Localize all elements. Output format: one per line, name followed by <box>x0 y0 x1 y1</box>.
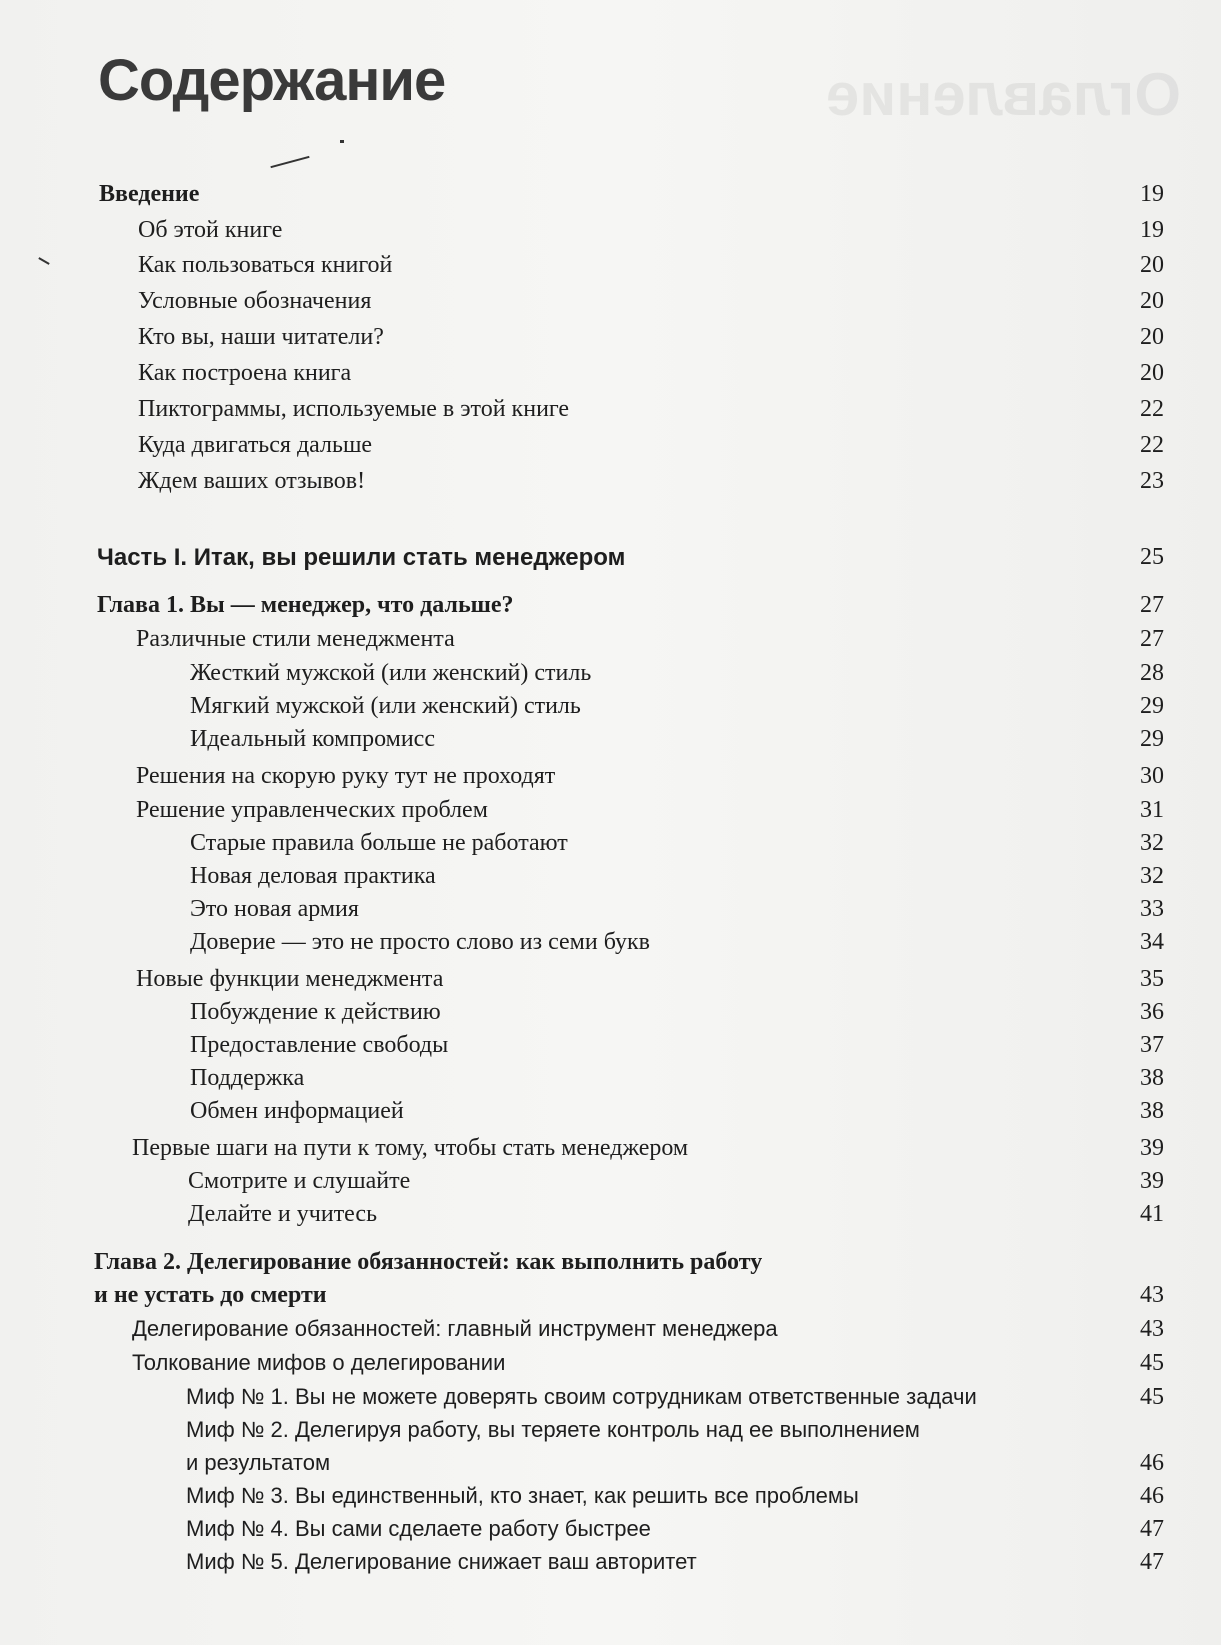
toc-page-number: 22 <box>1140 396 1164 422</box>
toc-page-number: 39 <box>1140 1168 1164 1194</box>
toc-entry-title: Различные стили менеджмента <box>136 626 455 652</box>
toc-page-number: 39 <box>1140 1135 1164 1161</box>
toc-page-number: 45 <box>1140 1350 1164 1376</box>
toc-page-number: 45 <box>1140 1384 1164 1410</box>
toc-entry-title: Ждем ваших отзывов! <box>138 468 366 494</box>
toc-entry-title: Как построена книга <box>138 360 352 386</box>
toc-part-title: Часть I. Итак, вы решили стать менеджером <box>97 544 626 571</box>
toc-entry-title: Первые шаги на пути к тому, чтобы стать менеджером <box>132 1135 689 1161</box>
toc-page-number: 31 <box>1140 797 1164 823</box>
toc-page-number: 25 <box>1140 544 1164 570</box>
toc-entry-title: Миф № 1. Вы не можете доверять своим сотрудникам ответственные задачи <box>186 1384 977 1409</box>
toc-page-number: 38 <box>1140 1065 1164 1091</box>
toc-page-number: 34 <box>1140 929 1164 955</box>
toc-page-number: 43 <box>1140 1282 1164 1308</box>
toc-entry-title: Делайте и учитесь <box>188 1201 378 1227</box>
toc-page-number: 43 <box>1140 1316 1164 1342</box>
toc-entry-title: Миф № 5. Делегирование снижает ваш авторитет <box>186 1549 697 1574</box>
toc-entry-title: Пиктограммы, используемые в этой книге <box>138 396 570 422</box>
toc-page-number: 46 <box>1140 1483 1164 1509</box>
toc-entry-title: Обмен информацией <box>190 1098 404 1124</box>
toc-page-number: 20 <box>1140 324 1164 350</box>
toc-page-number: 29 <box>1140 693 1164 719</box>
toc-page-number: 35 <box>1140 966 1164 992</box>
toc-entry-title: Поддержка <box>190 1065 305 1091</box>
toc-entry-title: Миф № 4. Вы сами сделаете работу быстрее <box>186 1516 651 1541</box>
toc-page-number: 19 <box>1140 217 1164 243</box>
toc-entry-title: Миф № 2. Делегируя работу, вы теряете контроль над ее выполнением <box>186 1417 920 1442</box>
toc-page-number: 37 <box>1140 1032 1164 1058</box>
toc-entry-title: Мягкий мужской (или женский) стиль <box>190 693 581 719</box>
toc-entry-title: Идеальный компромисс <box>190 726 435 752</box>
toc-page-number: 22 <box>1140 432 1164 458</box>
toc-page-number: 38 <box>1140 1098 1164 1124</box>
toc-entry-title: Кто вы, наши читатели? <box>138 324 384 350</box>
toc-page-number: 20 <box>1140 252 1164 278</box>
toc-entry-title: Толкование мифов о делегировании <box>132 1350 506 1375</box>
toc-page-number: 23 <box>1140 468 1164 494</box>
toc-page-number: 19 <box>1140 181 1164 207</box>
toc-page-number: 20 <box>1140 288 1164 314</box>
toc-entry-title: Смотрите и слушайте <box>188 1168 411 1194</box>
toc-entry-title: Миф № 3. Вы единственный, кто знает, как решить все проблемы <box>186 1483 859 1508</box>
toc-entry-title: и результатом <box>186 1450 331 1475</box>
toc-page-number: 29 <box>1140 726 1164 752</box>
toc-page-number: 46 <box>1140 1450 1164 1476</box>
toc-entry-title: Старые правила больше не работают <box>190 830 568 856</box>
toc-page-number: 32 <box>1140 830 1164 856</box>
page-title: Содержание <box>98 48 446 113</box>
toc-chapter-title: Глава 2. Делегирование обязанностей: как выполнить работу <box>94 1249 763 1275</box>
toc-page-number: 47 <box>1140 1516 1164 1542</box>
toc-entry-title: Предоставление свободы <box>190 1032 449 1058</box>
toc-page-number: 33 <box>1140 896 1164 922</box>
toc-entry-title: Делегирование обязанностей: главный инструмент менеджера <box>132 1316 778 1341</box>
toc-page-number: 41 <box>1140 1201 1164 1227</box>
toc-page-number: 28 <box>1140 660 1164 686</box>
toc-page-number: 30 <box>1140 763 1164 789</box>
toc-page-number: 27 <box>1140 626 1164 652</box>
toc-entry-title: Новая деловая практика <box>190 863 436 889</box>
toc-entry-title: Об этой книге <box>138 217 283 243</box>
toc-page-number: 36 <box>1140 999 1164 1025</box>
toc-entry-title: Куда двигаться дальше <box>138 432 373 458</box>
toc-chapter-title: и не устать до смерти <box>94 1282 327 1308</box>
toc-entry-title: Новые функции менеджмента <box>136 966 444 992</box>
toc-entry-title: Решения на скорую руку тут не проходят <box>136 763 556 789</box>
toc-entry-title: Как пользоваться книгой <box>138 252 393 278</box>
toc-page-number: 32 <box>1140 863 1164 889</box>
toc-page-number: 20 <box>1140 360 1164 386</box>
toc-entry-title: Условные обозначения <box>138 288 372 314</box>
toc-entry-title: Введение <box>99 181 200 207</box>
toc-entry-title: Жесткий мужской (или женский) стиль <box>190 660 592 686</box>
toc-entry-title: Побуждение к действию <box>190 999 441 1025</box>
show-through-ghost-text: Оглавление <box>826 61 1181 128</box>
toc-entry-title: Доверие — это не просто слово из семи букв <box>190 929 650 955</box>
toc-page-number: 47 <box>1140 1549 1164 1575</box>
toc-page-number: 27 <box>1140 592 1164 618</box>
toc-entry-title: Решение управленческих проблем <box>136 797 488 823</box>
toc-chapter-title: Глава 1. Вы — менеджер, что дальше? <box>97 592 514 618</box>
toc-entry-title: Это новая армия <box>190 896 359 922</box>
